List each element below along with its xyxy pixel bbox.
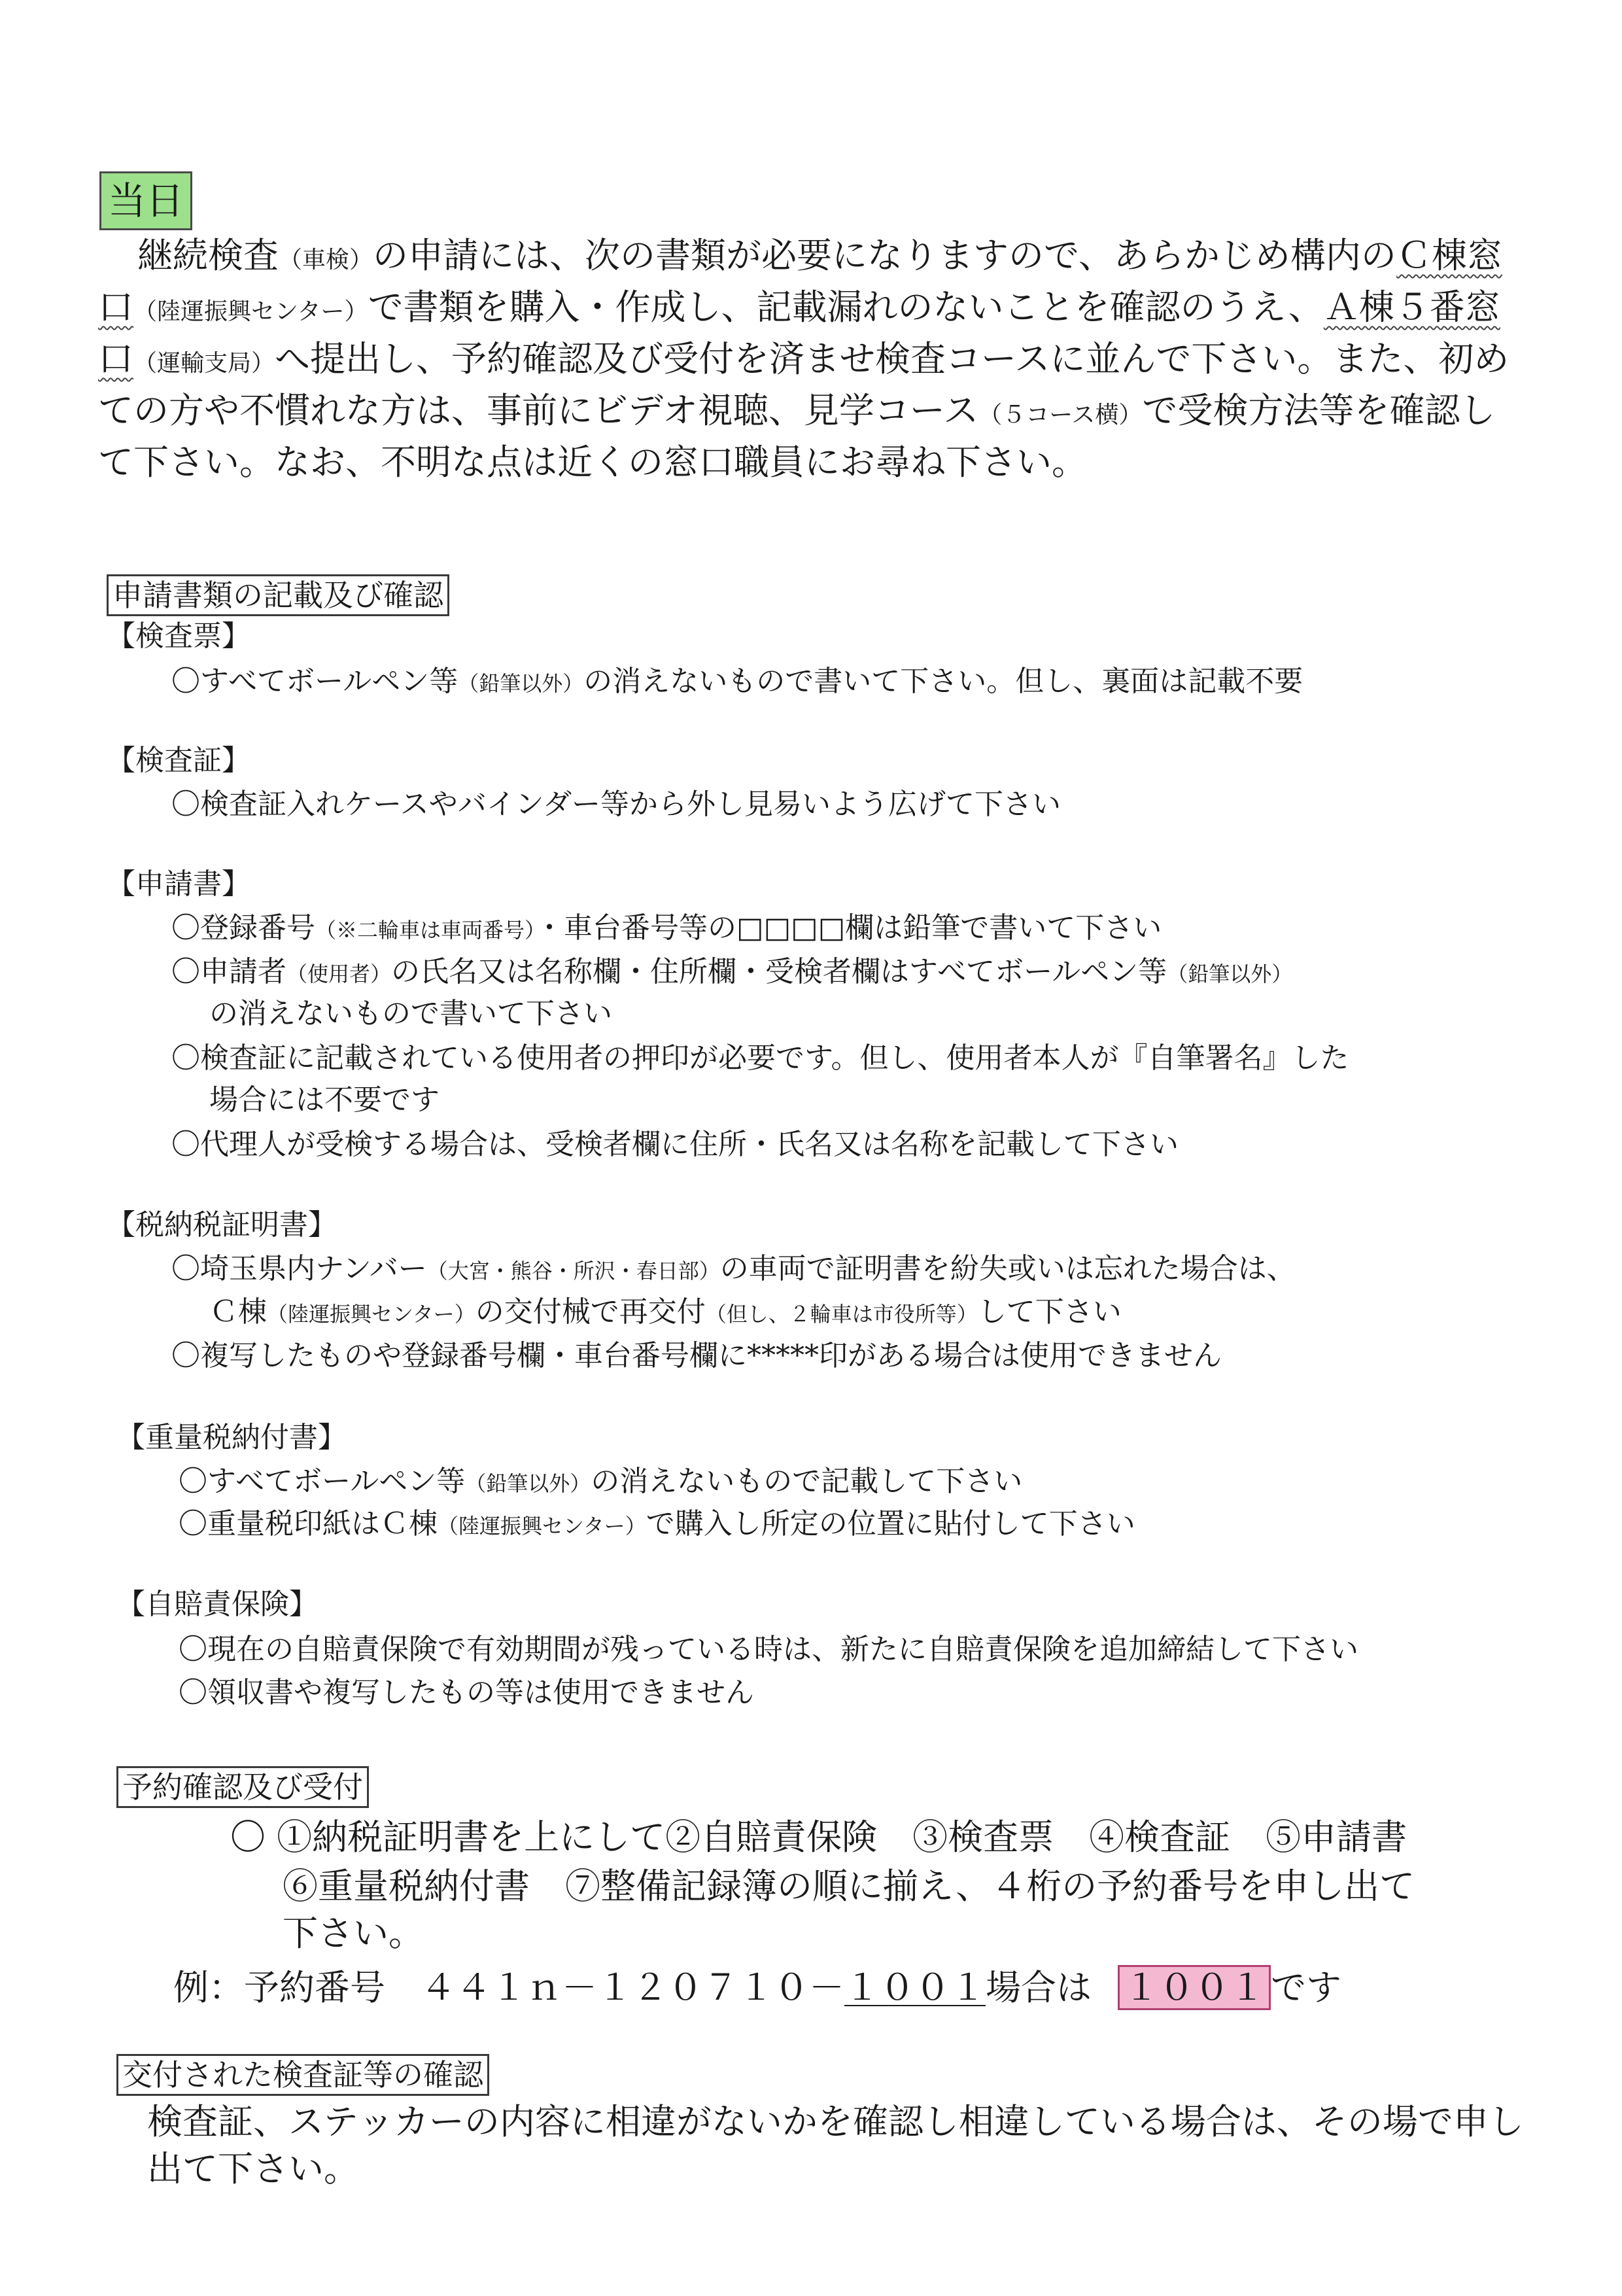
bullet-line: 〇代理人が受検する場合は、受検者欄に住所・氏名又は名称を記載して下さい [171, 1128, 1179, 1161]
section-header-reservation: 予約確認及び受付 [116, 1766, 369, 1808]
intro-text: 継続検査 [137, 235, 279, 276]
bullet-line-continued: の消えないもので書いて下さい [209, 997, 612, 1030]
section-header-application-docs: 申請書類の記載及び確認 [107, 574, 449, 616]
bullet-text: 〇すべてボールペン等 [171, 665, 458, 698]
bullet-line [171, 1249, 1296, 1291]
reservation-line: ⑥重量税納付書 ⑦整備記録簿の順に揃え、４桁の予約番号を申し出て [283, 1866, 1415, 1907]
bullet-line: 〇領収書や複写したもの等は使用できません [179, 1676, 754, 1709]
bullet-text: の交付械で再交付 [475, 1295, 706, 1329]
example-number: １００１ [844, 1967, 986, 2008]
page-title: 当日 [99, 171, 192, 230]
subsection-shinseisho: 【申請書】 [107, 867, 250, 901]
bullet-note: （陸運振興センター） [267, 1302, 475, 1327]
subsection-kensahyo: 【検査票】 [107, 619, 250, 653]
intro-paragraph [98, 232, 1514, 486]
example-text: です [1271, 1967, 1341, 2008]
reservation-line: 下さい。 [283, 1913, 424, 1954]
example-text: 例：予約番号 ４４１ｎ－１２０７１０－ [173, 1967, 844, 2008]
bullet-line: 〇検査証に記載されている使用者の押印が必要です。但し、使用者本人が『自筆署名』した [171, 1041, 1349, 1075]
reservation-example [173, 1964, 1341, 2011]
bullet-note: （但し、２輪車は市役所等） [705, 1302, 978, 1327]
intro-note: （５コース横） [978, 402, 1143, 428]
subsection-nozei: 【税納税証明書】 [107, 1208, 337, 1242]
bullet-line-continued [209, 1293, 1122, 1334]
highlighted-number: １００１ [1118, 1965, 1271, 2010]
bullet-text: Ｃ棟 [209, 1295, 267, 1329]
bullet-line [179, 1505, 1135, 1546]
bullet-text: して下さい [977, 1295, 1122, 1329]
intro-text: で受検方法等を確認して下さい。なお、不明な点は近くの窓口職員にお尋ね下さい。 [98, 390, 1496, 483]
bullet-text: の車両で証明書を紛失或いは忘れた場合は、 [719, 1252, 1296, 1285]
subsection-jibaiseki: 【自賠責保険】 [116, 1588, 318, 1621]
bullet-line [171, 952, 1292, 994]
intro-text: へ提出し、予約確認及び受付を済ませ検査コースに並んで下さい。また、初めての方や不慣れな方は、事前にビデオ視聴、見学コース [98, 338, 1510, 431]
bullet-note: （大宮・熊谷・所沢・春日部） [426, 1259, 720, 1283]
bullet-line [179, 1462, 1022, 1503]
intro-text: で書類を購入・作成し、記載漏れのないことを確認のうえ、 [368, 287, 1324, 328]
section-header-issued: 交付された検査証等の確認 [116, 2054, 489, 2096]
bullet-line [171, 909, 1162, 950]
bullet-line: 〇検査証入れケースやバインダー等から外し見易いよう広げて下さい [171, 788, 1061, 821]
bullet-line [171, 662, 1303, 703]
bullet-line: 〇複写したものや登録番号欄・車台番号欄に*****印がある場合は使用できません [171, 1339, 1222, 1372]
intro-note: （陸運振興センター） [133, 298, 368, 325]
bullet-note: （※二輪車は車両番号） [315, 918, 536, 943]
bullet-text: ・車台番号等の□□□□欄は鉛筆で書いて下さい [535, 911, 1162, 945]
bullet-text: 〇申請者 [171, 955, 286, 988]
bullet-text: 〇登録番号 [171, 911, 315, 945]
bullet-note: （陸運振興センター） [438, 1514, 646, 1539]
example-text: 場合は [986, 1967, 1092, 2008]
subsection-juryo: 【重量税納付書】 [116, 1421, 347, 1454]
subsection-kensasho: 【検査証】 [107, 744, 250, 777]
intro-note: （車検） [279, 247, 373, 273]
intro-emphasis: Ａ棟５番窓口 [98, 287, 1500, 379]
bullet-text: の消えないもので書いて下さい。但し、裏面は記載不要 [583, 665, 1303, 698]
bullet-line: 〇現在の自賠責保険で有効期間が残っている時は、新たに自賠責保険を追加締結して下さい [179, 1633, 1358, 1666]
closing-paragraph: 検査証、ステッカーの内容に相違がないかを確認し相違している場合は、その場で申し出て下さい。 [147, 2101, 1524, 2189]
intro-note: （運輸支局） [133, 350, 275, 377]
bullet-note: （鉛筆以外） [458, 671, 584, 696]
bullet-text: 〇すべてボールペン等 [179, 1465, 466, 1498]
bullet-note: （鉛筆以外） [465, 1471, 591, 1496]
reservation-line: 〇 ①納税証明書を上にして②自賠責保険 ③検査票 ④検査証 ⑤申請書 [230, 1817, 1407, 1858]
bullet-text: で購入し所定の位置に貼付して下さい [646, 1507, 1135, 1540]
intro-emphasis: Ｃ棟窓口 [98, 235, 1502, 328]
bullet-note: （使用者） [286, 962, 392, 986]
bullet-text: の氏名又は名称欄・住所欄・受検者欄はすべてボールペン等 [391, 955, 1167, 988]
bullet-line-continued: 場合には不要です [209, 1083, 440, 1117]
bullet-text: の消えないもので記載して下さい [591, 1465, 1023, 1498]
bullet-text: 〇埼玉県内ナンバー [171, 1252, 427, 1285]
intro-text: の申請には、次の書類が必要になりますので、あらかじめ構内の [373, 235, 1396, 276]
bullet-text: 〇重量税印紙はＣ棟 [179, 1507, 438, 1540]
bullet-note: （鉛筆以外） [1167, 962, 1293, 986]
